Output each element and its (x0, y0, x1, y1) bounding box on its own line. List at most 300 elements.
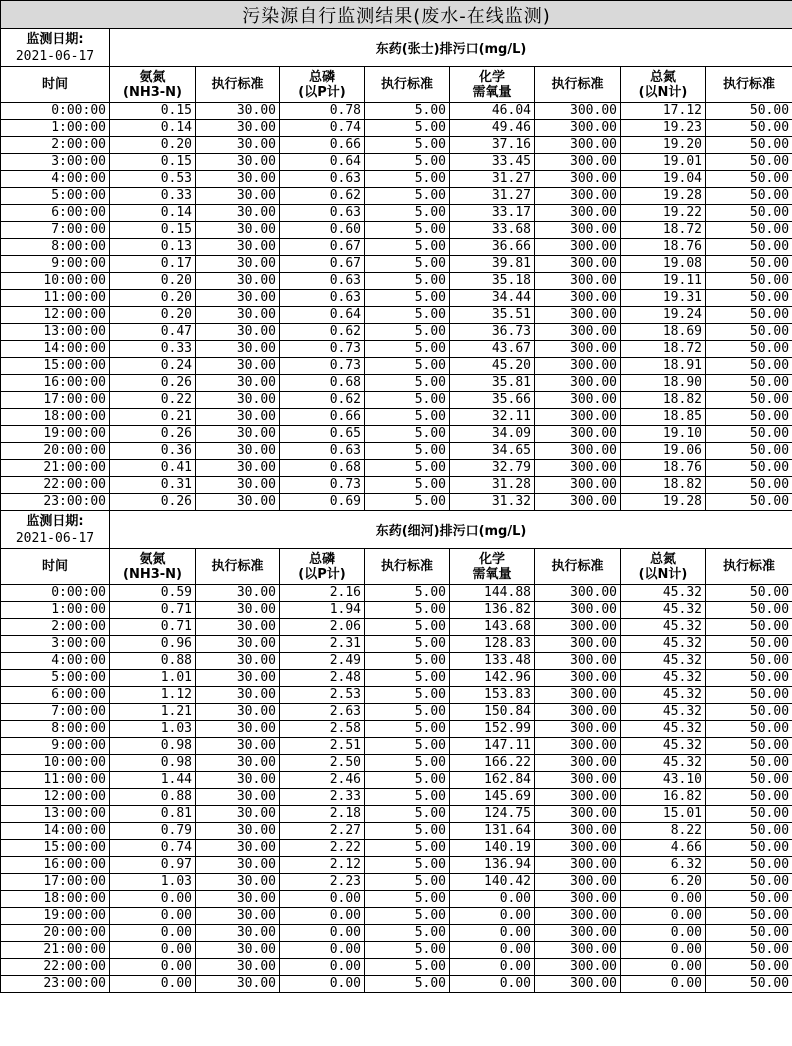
header-phosphorus (280, 67, 365, 103)
value-cell: 30.00 (196, 443, 280, 460)
value-cell: 0.73 (280, 341, 365, 358)
value-cell: 18.72 (621, 222, 706, 239)
value-cell: 5.00 (365, 188, 450, 205)
value-cell: 30.00 (196, 426, 280, 443)
value-cell: 50.00 (706, 704, 792, 721)
value-cell: 19.24 (621, 307, 706, 324)
table-row (1, 494, 792, 511)
value-cell: 50.00 (706, 840, 792, 857)
value-cell: 300.00 (535, 959, 621, 976)
table-row (1, 307, 792, 324)
value-cell: 0.31 (110, 477, 196, 494)
value-cell: 5.00 (365, 721, 450, 738)
header-nitrogen-line: (以N计) (638, 84, 688, 100)
value-cell: 300.00 (535, 290, 621, 307)
value-cell: 0.20 (110, 307, 196, 324)
header-time: 时间 (1, 549, 110, 585)
value-cell: 300.00 (535, 636, 621, 653)
value-cell: 0.73 (280, 358, 365, 375)
value-cell: 0.26 (110, 426, 196, 443)
value-cell: 2.53 (280, 687, 365, 704)
value-cell: 35.66 (450, 392, 535, 409)
table-row (1, 222, 792, 239)
value-cell: 30.00 (196, 857, 280, 874)
value-cell: 50.00 (706, 443, 792, 460)
value-cell: 5.00 (365, 273, 450, 290)
header-standard: 执行标准 (706, 549, 792, 585)
time-cell: 5:00:00 (1, 670, 110, 687)
table-row (1, 409, 792, 426)
table-row (1, 188, 792, 205)
value-cell: 0.00 (621, 942, 706, 959)
time-cell: 18:00:00 (1, 891, 110, 908)
value-cell: 30.00 (196, 120, 280, 137)
value-cell: 5.00 (365, 171, 450, 188)
value-cell: 50.00 (706, 942, 792, 959)
report-title: 污染源自行监测结果(废水-在线监测) (1, 1, 792, 29)
value-cell: 1.94 (280, 602, 365, 619)
value-cell: 30.00 (196, 375, 280, 392)
value-cell: 46.04 (450, 103, 535, 120)
value-cell: 30.00 (196, 460, 280, 477)
value-cell: 49.46 (450, 120, 535, 137)
value-cell: 300.00 (535, 670, 621, 687)
value-cell: 0.53 (110, 171, 196, 188)
value-cell: 45.32 (621, 602, 706, 619)
time-cell: 13:00:00 (1, 324, 110, 341)
value-cell: 50.00 (706, 925, 792, 942)
value-cell: 30.00 (196, 738, 280, 755)
value-cell: 5.00 (365, 823, 450, 840)
table-row (1, 806, 792, 823)
section-header-row (1, 511, 792, 549)
value-cell: 300.00 (535, 704, 621, 721)
value-cell: 0.41 (110, 460, 196, 477)
value-cell: 300.00 (535, 840, 621, 857)
value-cell: 136.94 (450, 857, 535, 874)
value-cell: 8.22 (621, 823, 706, 840)
value-cell: 30.00 (196, 908, 280, 925)
value-cell: 0.47 (110, 324, 196, 341)
header-standard: 执行标准 (535, 549, 621, 585)
value-cell: 18.82 (621, 392, 706, 409)
value-cell: 31.27 (450, 171, 535, 188)
time-cell: 7:00:00 (1, 704, 110, 721)
table-row (1, 925, 792, 942)
value-cell: 33.68 (450, 222, 535, 239)
time-cell: 18:00:00 (1, 409, 110, 426)
value-cell: 50.00 (706, 171, 792, 188)
table-row (1, 324, 792, 341)
header-phosphorus-line: (以P计) (298, 84, 346, 100)
header-ammonia-line: (NH3-N) (123, 566, 182, 582)
value-cell: 19.28 (621, 188, 706, 205)
value-cell: 0.14 (110, 205, 196, 222)
value-cell: 30.00 (196, 222, 280, 239)
value-cell: 50.00 (706, 137, 792, 154)
value-cell: 1.44 (110, 772, 196, 789)
time-cell: 0:00:00 (1, 585, 110, 602)
header-ammonia-line: (NH3-N) (123, 84, 182, 100)
value-cell: 0.63 (280, 443, 365, 460)
time-cell: 10:00:00 (1, 273, 110, 290)
value-cell: 5.00 (365, 239, 450, 256)
date-label: 监测日期: (26, 31, 84, 47)
value-cell: 50.00 (706, 891, 792, 908)
value-cell: 33.45 (450, 154, 535, 171)
value-cell: 5.00 (365, 619, 450, 636)
value-cell: 19.04 (621, 171, 706, 188)
value-cell: 30.00 (196, 789, 280, 806)
value-cell: 1.03 (110, 721, 196, 738)
value-cell: 50.00 (706, 653, 792, 670)
value-cell: 0.00 (450, 908, 535, 925)
value-cell: 4.66 (621, 840, 706, 857)
time-cell: 6:00:00 (1, 687, 110, 704)
value-cell: 0.00 (280, 942, 365, 959)
header-cod-line: 需氧量 (472, 566, 512, 582)
value-cell: 50.00 (706, 307, 792, 324)
value-cell: 2.58 (280, 721, 365, 738)
value-cell: 2.16 (280, 585, 365, 602)
value-cell: 0.17 (110, 256, 196, 273)
value-cell: 32.11 (450, 409, 535, 426)
time-cell: 22:00:00 (1, 959, 110, 976)
value-cell: 43.10 (621, 772, 706, 789)
value-cell: 45.32 (621, 755, 706, 772)
value-cell: 2.31 (280, 636, 365, 653)
value-cell: 0.79 (110, 823, 196, 840)
value-cell: 30.00 (196, 273, 280, 290)
value-cell: 0.63 (280, 205, 365, 222)
value-cell: 19.23 (621, 120, 706, 137)
table-row (1, 392, 792, 409)
time-cell: 2:00:00 (1, 619, 110, 636)
value-cell: 30.00 (196, 477, 280, 494)
value-cell: 0.71 (110, 602, 196, 619)
value-cell: 30.00 (196, 721, 280, 738)
value-cell: 30.00 (196, 154, 280, 171)
value-cell: 0.00 (280, 959, 365, 976)
value-cell: 17.12 (621, 103, 706, 120)
value-cell: 1.03 (110, 874, 196, 891)
value-cell: 31.32 (450, 494, 535, 511)
value-cell: 18.69 (621, 324, 706, 341)
table-row (1, 840, 792, 857)
value-cell: 30.00 (196, 409, 280, 426)
value-cell: 300.00 (535, 239, 621, 256)
value-cell: 0.00 (110, 908, 196, 925)
table-row (1, 585, 792, 602)
value-cell: 300.00 (535, 137, 621, 154)
value-cell: 30.00 (196, 239, 280, 256)
value-cell: 300.00 (535, 908, 621, 925)
time-cell: 3:00:00 (1, 636, 110, 653)
value-cell: 0.88 (110, 653, 196, 670)
value-cell: 5.00 (365, 959, 450, 976)
value-cell: 30.00 (196, 619, 280, 636)
header-ammonia-line: 氨氮 (139, 69, 166, 85)
time-cell: 9:00:00 (1, 738, 110, 755)
time-cell: 19:00:00 (1, 426, 110, 443)
value-cell: 300.00 (535, 171, 621, 188)
value-cell: 0.14 (110, 120, 196, 137)
value-cell: 43.67 (450, 341, 535, 358)
value-cell: 5.00 (365, 738, 450, 755)
value-cell: 5.00 (365, 670, 450, 687)
value-cell: 50.00 (706, 755, 792, 772)
time-cell: 5:00:00 (1, 188, 110, 205)
value-cell: 50.00 (706, 460, 792, 477)
value-cell: 0.00 (450, 976, 535, 993)
header-cod (450, 549, 535, 585)
value-cell: 2.27 (280, 823, 365, 840)
header-phosphorus-line: 总磷 (308, 551, 335, 567)
value-cell: 0.97 (110, 857, 196, 874)
value-cell: 5.00 (365, 942, 450, 959)
value-cell: 2.51 (280, 738, 365, 755)
value-cell: 50.00 (706, 494, 792, 511)
value-cell: 0.81 (110, 806, 196, 823)
time-cell: 22:00:00 (1, 477, 110, 494)
value-cell: 162.84 (450, 772, 535, 789)
value-cell: 5.00 (365, 891, 450, 908)
header-ammonia (110, 549, 196, 585)
table-row (1, 120, 792, 137)
table-row (1, 602, 792, 619)
value-cell: 30.00 (196, 324, 280, 341)
value-cell: 30.00 (196, 137, 280, 154)
value-cell: 30.00 (196, 171, 280, 188)
value-cell: 131.64 (450, 823, 535, 840)
value-cell: 300.00 (535, 874, 621, 891)
time-cell: 15:00:00 (1, 358, 110, 375)
value-cell: 50.00 (706, 772, 792, 789)
value-cell: 30.00 (196, 823, 280, 840)
time-cell: 12:00:00 (1, 307, 110, 324)
value-cell: 18.91 (621, 358, 706, 375)
table-row (1, 823, 792, 840)
value-cell: 5.00 (365, 477, 450, 494)
value-cell: 30.00 (196, 494, 280, 511)
value-cell: 0.20 (110, 290, 196, 307)
value-cell: 45.20 (450, 358, 535, 375)
value-cell: 50.00 (706, 602, 792, 619)
value-cell: 30.00 (196, 358, 280, 375)
value-cell: 0.62 (280, 324, 365, 341)
value-cell: 5.00 (365, 256, 450, 273)
value-cell: 140.19 (450, 840, 535, 857)
header-time: 时间 (1, 67, 110, 103)
value-cell: 150.84 (450, 704, 535, 721)
value-cell: 50.00 (706, 874, 792, 891)
time-cell: 16:00:00 (1, 857, 110, 874)
value-cell: 5.00 (365, 857, 450, 874)
value-cell: 32.79 (450, 460, 535, 477)
value-cell: 300.00 (535, 341, 621, 358)
value-cell: 30.00 (196, 687, 280, 704)
time-cell: 19:00:00 (1, 908, 110, 925)
value-cell: 0.21 (110, 409, 196, 426)
value-cell: 5.00 (365, 840, 450, 857)
time-cell: 1:00:00 (1, 120, 110, 137)
value-cell: 35.81 (450, 375, 535, 392)
value-cell: 166.22 (450, 755, 535, 772)
header-standard: 执行标准 (365, 549, 450, 585)
value-cell: 300.00 (535, 307, 621, 324)
value-cell: 18.76 (621, 460, 706, 477)
value-cell: 30.00 (196, 103, 280, 120)
table-row (1, 738, 792, 755)
value-cell: 45.32 (621, 585, 706, 602)
value-cell: 50.00 (706, 670, 792, 687)
value-cell: 30.00 (196, 636, 280, 653)
value-cell: 19.08 (621, 256, 706, 273)
value-cell: 1.21 (110, 704, 196, 721)
table-row (1, 891, 792, 908)
value-cell: 0.26 (110, 494, 196, 511)
value-cell: 0.62 (280, 392, 365, 409)
value-cell: 50.00 (706, 222, 792, 239)
value-cell: 50.00 (706, 721, 792, 738)
value-cell: 34.44 (450, 290, 535, 307)
value-cell: 5.00 (365, 976, 450, 993)
value-cell: 300.00 (535, 857, 621, 874)
value-cell: 18.85 (621, 409, 706, 426)
time-cell: 4:00:00 (1, 171, 110, 188)
time-cell: 0:00:00 (1, 103, 110, 120)
value-cell: 5.00 (365, 772, 450, 789)
table-row (1, 942, 792, 959)
value-cell: 50.00 (706, 205, 792, 222)
value-cell: 0.00 (621, 925, 706, 942)
value-cell: 300.00 (535, 324, 621, 341)
value-cell: 2.33 (280, 789, 365, 806)
time-cell: 16:00:00 (1, 375, 110, 392)
date-label: 监测日期: (26, 513, 84, 529)
value-cell: 0.33 (110, 188, 196, 205)
value-cell: 147.11 (450, 738, 535, 755)
value-cell: 5.00 (365, 443, 450, 460)
value-cell: 5.00 (365, 358, 450, 375)
column-header-row (1, 549, 792, 585)
value-cell: 300.00 (535, 942, 621, 959)
value-cell: 50.00 (706, 341, 792, 358)
value-cell: 30.00 (196, 704, 280, 721)
header-nitrogen-line: 总氮 (649, 69, 676, 85)
value-cell: 5.00 (365, 137, 450, 154)
value-cell: 2.48 (280, 670, 365, 687)
value-cell: 0.00 (110, 959, 196, 976)
value-cell: 18.82 (621, 477, 706, 494)
value-cell: 0.00 (280, 925, 365, 942)
header-cod-line: 化学 (478, 69, 505, 85)
value-cell: 35.51 (450, 307, 535, 324)
value-cell: 0.96 (110, 636, 196, 653)
value-cell: 50.00 (706, 636, 792, 653)
value-cell: 18.72 (621, 341, 706, 358)
time-cell: 12:00:00 (1, 789, 110, 806)
value-cell: 0.98 (110, 755, 196, 772)
value-cell: 19.06 (621, 443, 706, 460)
value-cell: 300.00 (535, 494, 621, 511)
value-cell: 300.00 (535, 188, 621, 205)
time-cell: 15:00:00 (1, 840, 110, 857)
value-cell: 0.67 (280, 239, 365, 256)
value-cell: 300.00 (535, 443, 621, 460)
value-cell: 19.20 (621, 137, 706, 154)
value-cell: 0.26 (110, 375, 196, 392)
value-cell: 300.00 (535, 222, 621, 239)
value-cell: 2.63 (280, 704, 365, 721)
table-row (1, 619, 792, 636)
value-cell: 6.32 (621, 857, 706, 874)
value-cell: 300.00 (535, 358, 621, 375)
value-cell: 36.73 (450, 324, 535, 341)
value-cell: 50.00 (706, 188, 792, 205)
value-cell: 5.00 (365, 460, 450, 477)
value-cell: 5.00 (365, 494, 450, 511)
value-cell: 300.00 (535, 602, 621, 619)
time-cell: 14:00:00 (1, 341, 110, 358)
value-cell: 0.00 (280, 891, 365, 908)
date-value: 2021-06-17 (15, 48, 95, 64)
time-cell: 3:00:00 (1, 154, 110, 171)
value-cell: 300.00 (535, 103, 621, 120)
table-row (1, 687, 792, 704)
value-cell: 0.74 (280, 120, 365, 137)
value-cell: 5.00 (365, 154, 450, 171)
value-cell: 45.32 (621, 619, 706, 636)
value-cell: 300.00 (535, 460, 621, 477)
value-cell: 0.00 (110, 925, 196, 942)
time-cell: 21:00:00 (1, 942, 110, 959)
time-cell: 13:00:00 (1, 806, 110, 823)
value-cell: 143.68 (450, 619, 535, 636)
value-cell: 34.65 (450, 443, 535, 460)
value-cell: 300.00 (535, 120, 621, 137)
value-cell: 0.00 (621, 976, 706, 993)
value-cell: 2.22 (280, 840, 365, 857)
value-cell: 18.90 (621, 375, 706, 392)
value-cell: 0.20 (110, 137, 196, 154)
value-cell: 5.00 (365, 925, 450, 942)
value-cell: 5.00 (365, 222, 450, 239)
time-cell: 8:00:00 (1, 239, 110, 256)
value-cell: 19.01 (621, 154, 706, 171)
value-cell: 2.18 (280, 806, 365, 823)
value-cell: 50.00 (706, 687, 792, 704)
value-cell: 50.00 (706, 154, 792, 171)
table-row (1, 704, 792, 721)
value-cell: 5.00 (365, 602, 450, 619)
value-cell: 30.00 (196, 772, 280, 789)
value-cell: 300.00 (535, 976, 621, 993)
value-cell: 300.00 (535, 738, 621, 755)
value-cell: 50.00 (706, 976, 792, 993)
value-cell: 144.88 (450, 585, 535, 602)
time-cell: 21:00:00 (1, 460, 110, 477)
value-cell: 31.27 (450, 188, 535, 205)
value-cell: 5.00 (365, 653, 450, 670)
header-nitrogen-line: 总氮 (649, 551, 676, 567)
value-cell: 300.00 (535, 619, 621, 636)
value-cell: 5.00 (365, 205, 450, 222)
value-cell: 30.00 (196, 806, 280, 823)
value-cell: 2.49 (280, 653, 365, 670)
header-standard: 执行标准 (365, 67, 450, 103)
value-cell: 0.00 (110, 942, 196, 959)
